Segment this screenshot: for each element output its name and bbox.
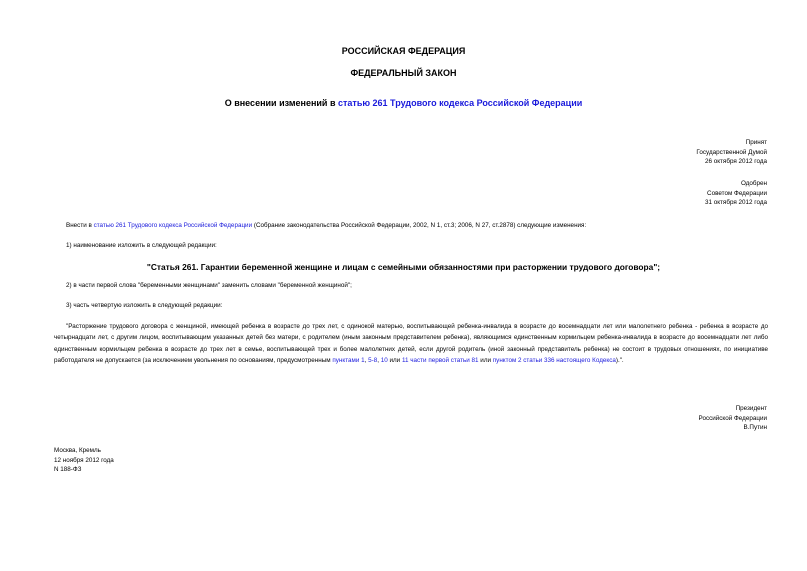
footer-date: 12 ноября 2012 года xyxy=(54,456,114,464)
item-3: 3) часть четвертую изложить в следующей редакции: xyxy=(66,302,223,309)
intro-prefix: Внести в xyxy=(66,222,94,229)
adopted-block xyxy=(567,138,767,167)
adopted-line3: 26 октября 2012 года xyxy=(704,158,767,166)
item-1: 1) наименование изложить в следующей редакции: xyxy=(66,242,217,249)
quote-link-article-81[interactable]: 11 части первой статьи 81 xyxy=(401,357,479,365)
quote-link-point-10[interactable]: 10 xyxy=(380,357,388,365)
intro-paragraph xyxy=(66,221,766,231)
quote-sep-1: , xyxy=(364,357,369,365)
signature-line3: В.Путин xyxy=(743,424,767,432)
law-title-link[interactable]: статью 261 Трудового кодекса Российской Федерации xyxy=(338,98,583,108)
article-quote xyxy=(54,321,768,367)
approved-line3: 31 октября 2012 года xyxy=(704,199,767,207)
footer-number: N 188-ФЗ xyxy=(54,466,82,474)
footer-block xyxy=(54,446,354,475)
signature-block xyxy=(567,404,767,433)
quote-sep-4: или xyxy=(478,357,493,365)
country-heading: РОССИЙСКАЯ ФЕДЕРАЦИЯ xyxy=(341,46,466,56)
law-title-prefix: О внесении изменений в xyxy=(224,98,338,108)
signature-line2: Российской Федерации xyxy=(698,414,767,422)
quote-sep-2: , xyxy=(377,357,381,365)
approved-line1: Одобрен xyxy=(740,180,767,187)
footer-place: Москва, Кремль xyxy=(54,447,101,454)
item-2: 2) в части первой слова "беременными женщинами" заменить словами "беременной женщиной"; xyxy=(66,282,352,289)
adopted-line1: Принят xyxy=(745,139,767,146)
quote-link-points-1[interactable]: пунктами 1 xyxy=(332,357,365,365)
doc-type-heading: ФЕДЕРАЛЬНЫЙ ЗАКОН xyxy=(350,68,457,78)
intro-suffix: (Собрание законодательства Российской Федерации, 2002, N 1, ст.3; 2006, N 27, ст.2878) следующие изменения: xyxy=(252,222,587,229)
law-title xyxy=(0,98,807,108)
quote-sep-3: или xyxy=(387,357,402,365)
quote-link-points-5-8[interactable]: 5-8 xyxy=(368,357,378,365)
quote-text: "Расторжение трудового договора с женщиной, имеющей ребенка в возрасте до трех лет, с одинокой матерью, воспитывающей ребенка-инвалида в возрасте до восемнадцати лет или малолетнего ребенка - ребенка в возрасте до четырнадцати лет, с другим лицом, воспитывающим указанных детей без матери, с родителем (иным законным представителем ребенка), являющимся единственным кормильцем ребенка-инвалида в возрасте до восемнадцати лет либо единственным кормильцем ребенка в возрасте до трех лет в семье, воспитывающей трех и более малолетних детей, если другой родитель (иной законный представитель ребенка) не состоит в трудовых отношениях, по инициативе работодателя не допускается (за исключением увольнения по основаниям, предусмотренным xyxy=(54,323,768,365)
adopted-line2: Государственной Думой xyxy=(696,148,767,156)
article-title: "Статья 261. Гарантии беременной женщине и лицам с семейными обязанностями при расторжении трудового договора"; xyxy=(146,262,661,272)
quote-link-article-336[interactable]: пунктом 2 статьи 336 настоящего Кодекса xyxy=(492,357,616,365)
approved-block xyxy=(567,179,767,208)
approved-line2: Советом Федерации xyxy=(707,189,767,197)
intro-link[interactable]: статью 261 Трудового кодекса Российской Федерации xyxy=(93,222,253,229)
quote-end: ).". xyxy=(615,357,624,365)
signature-line1: Президент xyxy=(735,405,767,412)
